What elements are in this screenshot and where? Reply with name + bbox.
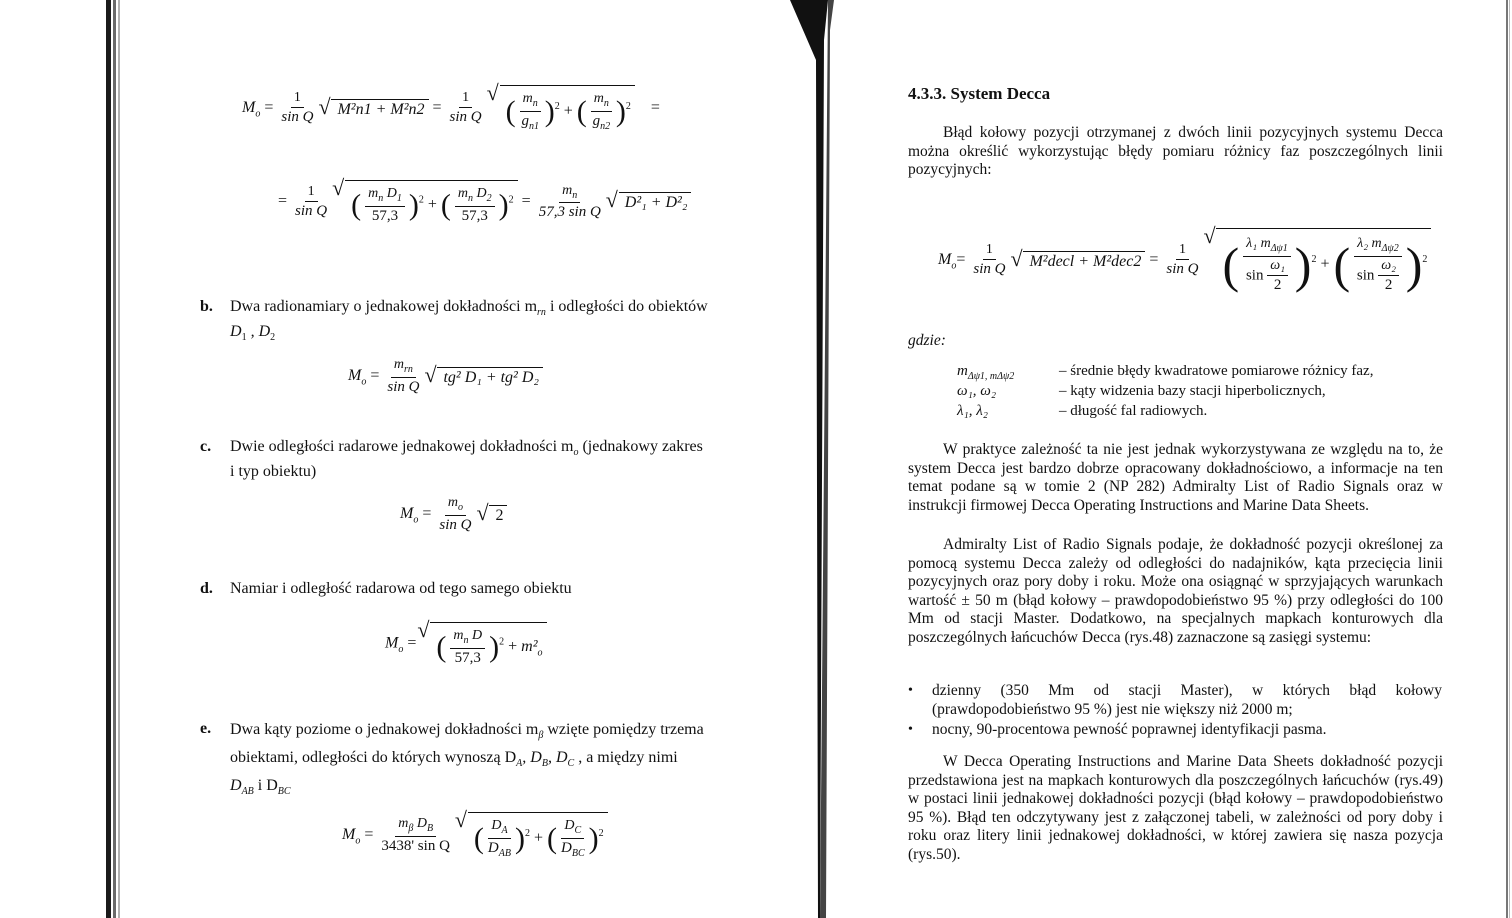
formula-circular-error-1: $M_o$ = $\frac{1}{\text{sin Q}}$ √ M²n1 + M²n2 = $\frac{1}{\text{sin Q}}$ √ ( $\frac{m_n}{g_{n1}}$ )$^2$ + ( $\frac{m_n}{g_{n2}}$ )$^2$ = — [242, 85, 660, 132]
formula-circular-error-2: = $\frac{1}{\text{sin Q}}$ √ ( $\frac{m_n D_1}{57,3}$ )$^2$ + ( $\frac{m_n D_2}{57,3}$ )$^2$ = $\frac{m_n}{\text{57,3 sin Q}}$ √ D²₁ + D²₂ — [278, 180, 691, 224]
book-spine-shadow — [790, 0, 850, 918]
left-page — [190, 0, 750, 918]
item-c: c. Dwie odległości radarowe jednakowej dokładności $m_o$ (jednakowy zakres i typ obiektu) — [200, 438, 703, 481]
item-d: d. Namiar i odległość radarowa od tego samego obiektu — [200, 580, 572, 597]
left-scan-edge — [0, 0, 122, 918]
legend-row-2: ω₁, ω₂ – kąty widzenia bazy stacji hiperbolicznych, — [957, 383, 1326, 399]
paragraph-practice: W praktyce zależność ta nie jest jednak wykorzystywana ze względu na to, że system Decca jest bardzo dobrze opracowany dokładnościowo, a informacje na ten temat podane są w tomie 2 (NP 282) Admiralty List of Radio Signals oraz w instrukcji firmowej Decca Operating Instructions and Marine Data Sheets. — [908, 441, 1443, 514]
formula-decca: $M_o=$ $\frac{1}{\text{sin Q}}$ √ M²decl + M²dec2 = $\frac{1}{\text{sin Q}}$ √ ( λ₁ $m_{\Delta\psi 1}$ sin $\frac{\text{ω₁}}{2}$ )$^2$ + ( λ₂ $m_{\Delta\psi 2}$ sin $\frac{\text{ω₂}}{2}$ )$^2$ — [938, 228, 1431, 293]
section-heading: 4.3.3. System Decca — [908, 84, 1051, 103]
where-label: gdzie: — [908, 332, 946, 349]
legend-row-1: $m_{\Delta\psi 1, m\Delta\psi 2}$ – średnie błędy kwadratowe pomiarowe różnicy faz, — [957, 363, 1374, 382]
paragraph-admiralty: Admiralty List of Radio Signals podaje, że dokładność pozycji określonej za pomocą systemu Decca zależy od odległości do nadajników, kąta przecięcia linii pozycyjnych oraz pory doby i roku. Może ona osiągnąć w sprzyjających warunkach wartość ± 50 m (błąd kołowy – prawdopodobieństwo 95 %) przy odległości do 100 Mm od stacji Master. Dodatkowo, na specjalnych mapkach konturowych dla poszczególnych łańcuchów Decca (rys.48) zaznaczone są zasięgi systemu: — [908, 536, 1443, 646]
item-b: b. Dwa radionamiary o jednakowej dokładności $m_{rn}$ i odległości do obiektów $D_1$ , $D_2$ — [200, 298, 708, 344]
intro-paragraph: Błąd kołowy pozycji otrzymanej z dwóch linii pozycyjnych systemu Decca można określić wykorzystując błędy pomiaru różnicy faz poszczególnych linii pozycyjnych: — [908, 124, 1443, 178]
right-scan-edge — [1496, 0, 1512, 918]
formula-e: $M_o$ = $\frac{m_\beta D_B}{\text{3438' sin Q}}$ √ ( $\frac{D_A}{D_{AB}}$ )$^2$ + ( $\frac{D_C}{D_{BC}}$ )$^2$ — [342, 812, 608, 859]
item-e: e. Dwa kąty poziome o jednakowej dokładności $m_\beta$ wzięte pomiędzy trzema obiektami, odległości do których wynoszą $D_A$, $D_B$, $D_C$ , a między nimi $D_{AB}$ i $D_{BC}$ — [200, 720, 704, 798]
bullet-day-range: • dzienny (350 Mm od stacji Master), w których błąd kołowy (prawdopodobieństwo 95 %) jest nie większy niż 2000 m; — [908, 682, 1442, 718]
formula-d: $M_o$ = √ ( $\frac{m_n D}{57,3}$ )$^2 + m^2_o$ — [385, 622, 547, 666]
formula-c: $M_o$ = $\frac{m_o}{\text{sin Q}}$ √ 2 — [400, 496, 507, 533]
legend-row-3: λ₁, λ₂ – długość fal radiowych. — [957, 403, 1208, 419]
paragraph-operating-instructions: W Decca Operating Instructions and Marine Data Sheets dokładność pozycji przedstawiona jest na mapkach konturowych dla poszczególnych łańcuchów (rys.49) w postaci linii jednakowej dokładności pozycji (błąd kołowy – prawdopodobieństwo 95 %). Błąd ten odczytywany jest z załączonej tabeli, w zależności od pory doby i roku oraz litery linii jednakowej dokładności, w której zawiera się nasza pozycja (rys.50). — [908, 753, 1443, 863]
formula-b: $M_o$ = $\frac{m_{rn}}{\text{sin Q}}$ √ tg² D₁ + tg² D₂ — [348, 358, 543, 395]
bullet-night-range: • nocny, 90-procentowa pewność poprawnej identyfikacji pasma. — [908, 721, 1327, 738]
right-page — [905, 0, 1445, 918]
